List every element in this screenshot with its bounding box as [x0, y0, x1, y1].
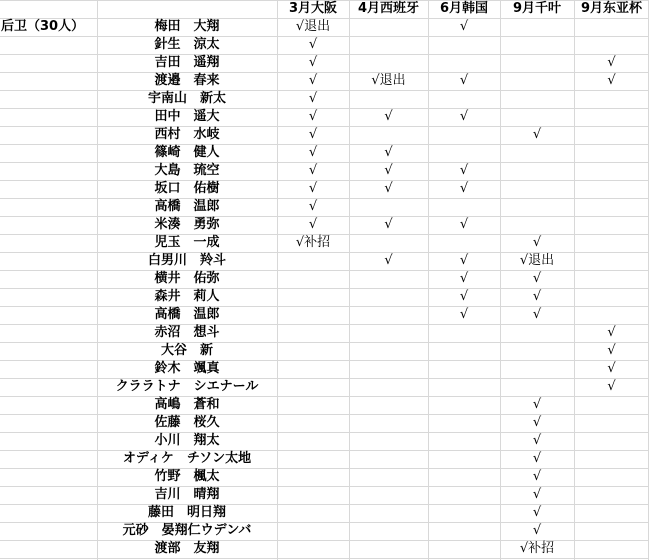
selection-mark[interactable]: √ — [532, 307, 542, 322]
player-name[interactable]: 梅田 大翔 — [154, 19, 220, 34]
selection-mark[interactable]: √ — [459, 217, 469, 232]
selection-mark[interactable]: √ — [384, 217, 393, 232]
player-name[interactable]: 渡邉 春来 — [154, 73, 220, 88]
selection-mark[interactable]: √ — [532, 397, 542, 412]
selection-mark[interactable]: √ — [607, 361, 616, 376]
column-header[interactable]: 9月东亚杯 — [580, 1, 643, 16]
player-name[interactable]: 坂口 佑樹 — [154, 181, 220, 196]
player-name[interactable]: 大島 琉空 — [154, 163, 220, 178]
selection-mark[interactable]: √ — [308, 55, 318, 70]
selection-mark[interactable]: √ — [308, 181, 318, 196]
group-label[interactable]: 后卫（30人） — [1, 19, 85, 34]
selection-mark[interactable]: √ — [532, 415, 542, 430]
player-name[interactable]: 竹野 楓太 — [154, 469, 220, 484]
selection-mark[interactable]: √ — [459, 271, 469, 286]
selection-mark[interactable]: √退出 — [371, 73, 406, 88]
player-name[interactable]: 元砂 晏翔仁ウデンバ — [122, 523, 252, 538]
player-name[interactable]: 高嶋 蒼和 — [154, 397, 220, 412]
player-name[interactable]: 高橋 温郎 — [154, 199, 220, 214]
selection-mark[interactable]: √补招 — [295, 235, 331, 250]
selection-mark[interactable]: √ — [459, 109, 469, 124]
player-name[interactable]: 針生 涼太 — [154, 37, 220, 52]
player-name[interactable]: 小川 翔太 — [154, 433, 220, 448]
selection-mark[interactable]: √ — [308, 145, 318, 160]
selection-mark[interactable]: √ — [308, 199, 318, 214]
selection-mark[interactable]: √ — [607, 379, 616, 394]
selection-mark[interactable]: √退出 — [295, 19, 331, 34]
player-name[interactable]: 児玉 一成 — [154, 235, 220, 250]
selection-mark[interactable]: √ — [459, 307, 469, 322]
player-name[interactable]: 藤田 明日翔 — [147, 505, 226, 520]
player-name[interactable]: 篠崎 健人 — [154, 145, 220, 160]
player-name[interactable]: 横井 佑弥 — [154, 271, 220, 286]
selection-mark[interactable]: √ — [532, 271, 542, 286]
selection-mark[interactable]: √退出 — [519, 253, 555, 268]
selection-mark[interactable]: √ — [384, 181, 393, 196]
column-header[interactable]: 3月大阪 — [288, 1, 338, 16]
player-name[interactable]: 大谷 新 — [160, 343, 213, 358]
selection-mark[interactable]: √ — [607, 343, 616, 358]
player-name[interactable]: 宇南山 新太 — [147, 91, 226, 106]
player-name[interactable]: 鈴木 颯真 — [154, 361, 220, 376]
selection-mark[interactable]: √ — [308, 109, 318, 124]
player-name[interactable]: 高橋 温郎 — [154, 307, 220, 322]
selection-mark[interactable]: √ — [532, 127, 542, 142]
selection-mark[interactable]: √ — [607, 325, 616, 340]
player-name[interactable]: 渡部 友翔 — [154, 541, 220, 556]
selection-mark[interactable]: √ — [308, 73, 318, 88]
column-header[interactable]: 9月千叶 — [512, 1, 562, 16]
player-name[interactable]: 白男川 羚斗 — [147, 253, 226, 268]
player-name[interactable]: オディケ チソン太地 — [122, 451, 252, 466]
player-name[interactable]: 赤沼 想斗 — [154, 325, 220, 340]
selection-mark[interactable]: √ — [459, 73, 469, 88]
selection-mark[interactable]: √ — [459, 19, 469, 34]
selection-mark[interactable]: √ — [384, 253, 393, 268]
selection-mark[interactable]: √ — [532, 289, 542, 304]
selection-mark[interactable]: √ — [607, 73, 616, 88]
player-name[interactable]: 吉田 遥翔 — [154, 55, 220, 70]
selection-mark[interactable]: √ — [459, 181, 469, 196]
selection-mark[interactable]: √ — [532, 469, 542, 484]
player-name[interactable]: 吉川 晴翔 — [154, 487, 220, 502]
selection-mark[interactable]: √补招 — [519, 541, 555, 556]
selection-mark[interactable]: √ — [384, 163, 393, 178]
selection-mark[interactable]: √ — [384, 145, 393, 160]
selection-mark[interactable]: √ — [532, 505, 542, 520]
selection-mark[interactable]: √ — [532, 451, 542, 466]
selection-mark[interactable]: √ — [532, 433, 542, 448]
player-name[interactable]: 米湊 勇弥 — [154, 217, 220, 232]
column-header[interactable]: 4月西班牙 — [357, 1, 420, 16]
selection-mark[interactable]: √ — [607, 55, 616, 70]
selection-mark[interactable]: √ — [308, 217, 318, 232]
player-name[interactable]: 佐藤 桜久 — [154, 415, 220, 430]
selection-mark[interactable]: √ — [532, 523, 542, 538]
selection-mark[interactable]: √ — [308, 37, 318, 52]
selection-mark[interactable]: √ — [459, 163, 469, 178]
selection-mark[interactable]: √ — [459, 253, 469, 268]
player-name[interactable]: クララトナ シエナール — [115, 379, 259, 394]
player-name[interactable]: 西村 水岐 — [154, 127, 220, 142]
selection-mark[interactable]: √ — [459, 289, 469, 304]
selection-mark[interactable]: √ — [308, 163, 318, 178]
column-header[interactable]: 6月韩国 — [439, 1, 489, 16]
selection-mark[interactable]: √ — [308, 91, 318, 106]
player-name[interactable]: 森井 莉人 — [154, 289, 220, 304]
selection-mark[interactable]: √ — [532, 235, 542, 250]
selection-mark[interactable]: √ — [308, 127, 318, 142]
player-name[interactable]: 田中 遥大 — [154, 109, 220, 124]
selection-mark[interactable]: √ — [532, 487, 542, 502]
selection-mark[interactable]: √ — [384, 109, 393, 124]
